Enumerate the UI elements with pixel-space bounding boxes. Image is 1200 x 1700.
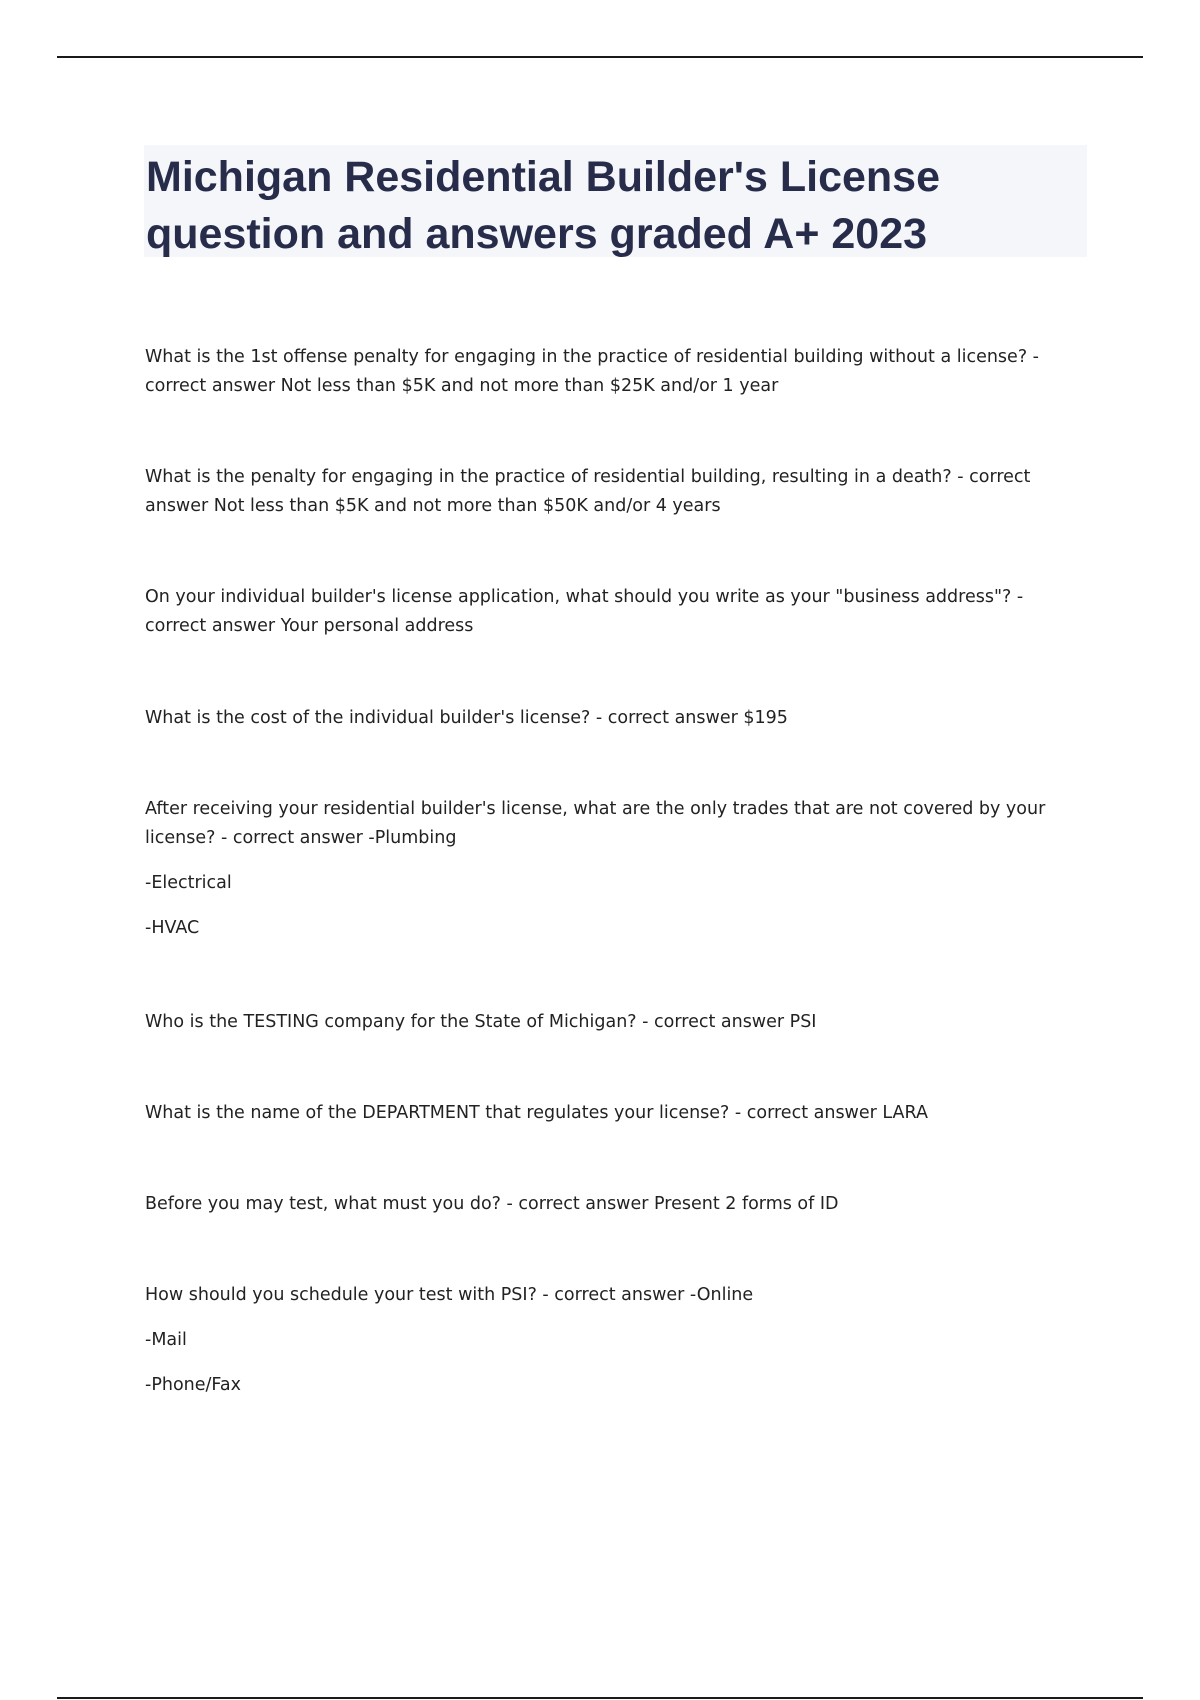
qa-text: What is the 1st offense penalty for engaging in the practice of residential building without a license? - correct answer Not less than $5K and not more than $25K and/or 1 year <box>145 347 1039 396</box>
qa-text: Before you may test, what must you do? - correct answer Present 2 forms of ID <box>145 1194 839 1214</box>
qa-entry <box>145 343 1085 401</box>
qa-text: What is the penalty for engaging in the practice of residential building, resulting in a death? - correct answer Not less than $5K and not more than $50K and/or 4 years <box>145 467 1031 516</box>
qa-text: After receiving your residential builder's license, what are the only trades that are not covered by your license? - correct answer -Plumbing <box>145 799 1046 848</box>
document-title: Michigan Residential Builder's License question and answers graded A+ 2023 <box>146 153 940 258</box>
bottom-rule <box>57 1697 1143 1699</box>
qa-list-item: -Electrical <box>145 873 232 893</box>
qa-list-item: -HVAC <box>145 918 200 938</box>
qa-list-item: -Phone/Fax <box>145 1375 241 1395</box>
qa-text: What is the cost of the individual builder's license? - correct answer $195 <box>145 708 788 728</box>
qa-text: On your individual builder's license application, what should you write as your "business address"? - correct answer Your personal address <box>145 587 1024 636</box>
title-block <box>144 145 1087 257</box>
qa-text: How should you schedule your test with PSI? - correct answer -Online <box>145 1285 754 1305</box>
qa-list-item: -Mail <box>145 1330 187 1350</box>
qa-entry <box>145 1190 1085 1219</box>
qa-entry <box>145 583 1085 641</box>
qa-entry <box>145 1281 1085 1400</box>
top-rule <box>57 56 1143 58</box>
qa-entry <box>145 704 1085 733</box>
qa-entry <box>145 795 1085 943</box>
qa-text: What is the name of the DEPARTMENT that regulates your license? - correct answer LARA <box>145 1103 928 1123</box>
qa-entry <box>145 1008 1085 1037</box>
qa-text: Who is the TESTING company for the State of Michigan? - correct answer PSI <box>145 1012 817 1032</box>
qa-entry <box>145 1099 1085 1128</box>
qa-entry <box>145 463 1085 521</box>
